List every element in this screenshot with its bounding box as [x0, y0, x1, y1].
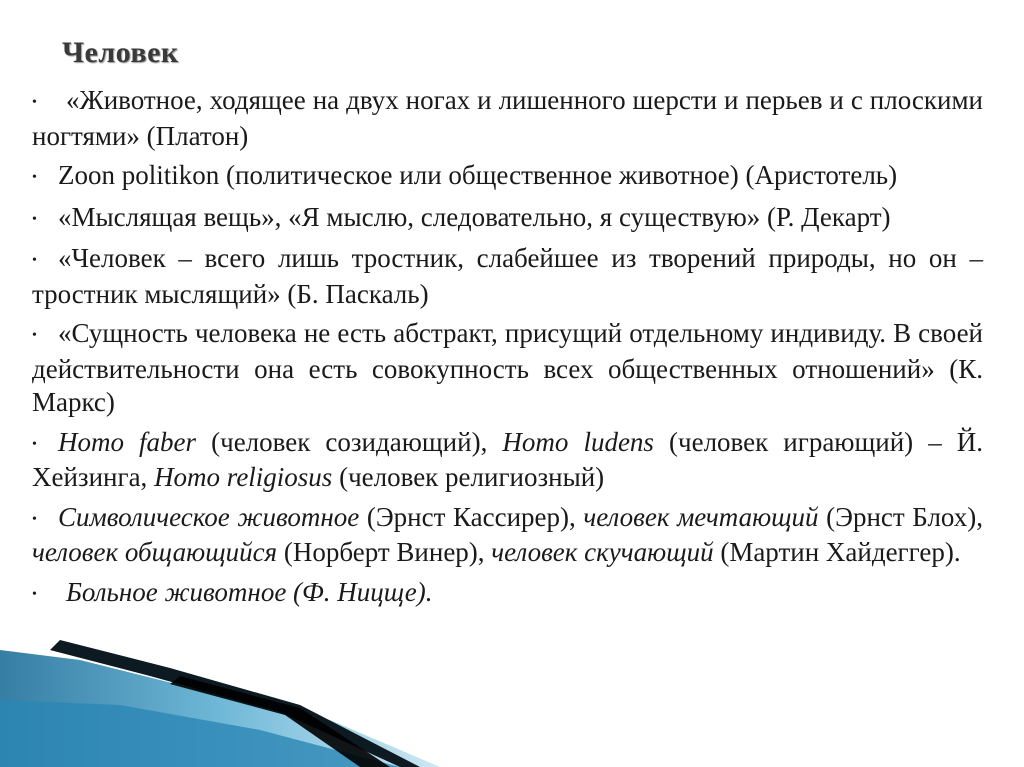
list-item — [32, 317, 983, 420]
item-text: (Эрнст Блох), — [818, 501, 983, 532]
item-text: «Животное, ходящее на двух ногах и лишенного шерсти и перьев и с плоскими ногтями» (Платон) — [32, 85, 983, 151]
item-text: (Норберт Винер), — [277, 537, 492, 568]
item-text: Zoon politikon (политическое или общественное животное) (Аристотель) — [58, 160, 898, 191]
list-item — [32, 576, 983, 612]
bullet-icon: • — [32, 170, 37, 186]
item-text: «Мыслящая вещь», «Я мыслю, следовательно, я существую» (Р. Декарт) — [58, 201, 891, 232]
italic-term: Homo religiosus — [154, 462, 333, 493]
item-text: (Эрнст Кассирер), — [359, 501, 584, 532]
item-text: «Сущность человека не есть абстракт, присущий отдельному индивиду. В своей действительности она есть совокупность всех общественных отношений» (К. Маркс) — [32, 318, 983, 418]
slide-title: Человек — [62, 36, 179, 69]
italic-term: человек общающийся — [32, 537, 278, 568]
italic-term: человек скучающий — [491, 537, 714, 568]
italic-term: Больное животное (Ф. Ницще). — [66, 576, 433, 607]
item-text: (Мартин Хайдеггер). — [713, 537, 961, 568]
item-text: «Человек – всего лишь тростник, слабейшее из творений природы, но он – тростник мыслящий» (Б. Паскаль) — [32, 243, 983, 309]
list-item — [32, 84, 983, 153]
list-item — [32, 426, 983, 495]
list-item — [32, 242, 983, 311]
bullet-icon: • — [32, 328, 37, 344]
italic-term: человек мечтающий — [583, 501, 819, 532]
bullet-icon: • — [32, 436, 37, 452]
italic-term: Символическое животное — [58, 501, 360, 532]
bullet-icon: • — [32, 95, 37, 111]
italic-term: Homo ludens — [502, 426, 654, 457]
list-item — [32, 501, 983, 570]
italic-term: Homo faber — [58, 426, 197, 457]
bullet-icon: • — [32, 586, 37, 602]
list-item — [32, 201, 983, 237]
bullet-list — [32, 84, 983, 617]
list-item — [32, 159, 983, 195]
bullet-icon: • — [32, 211, 37, 227]
item-text: (человек религиозный) — [332, 462, 605, 493]
bullet-icon: • — [32, 253, 37, 269]
bullet-icon: • — [32, 511, 37, 527]
item-text: (человек созидающий), — [196, 426, 503, 457]
item-text: (человек играющий) – Й. Хейзинга, — [32, 426, 984, 493]
